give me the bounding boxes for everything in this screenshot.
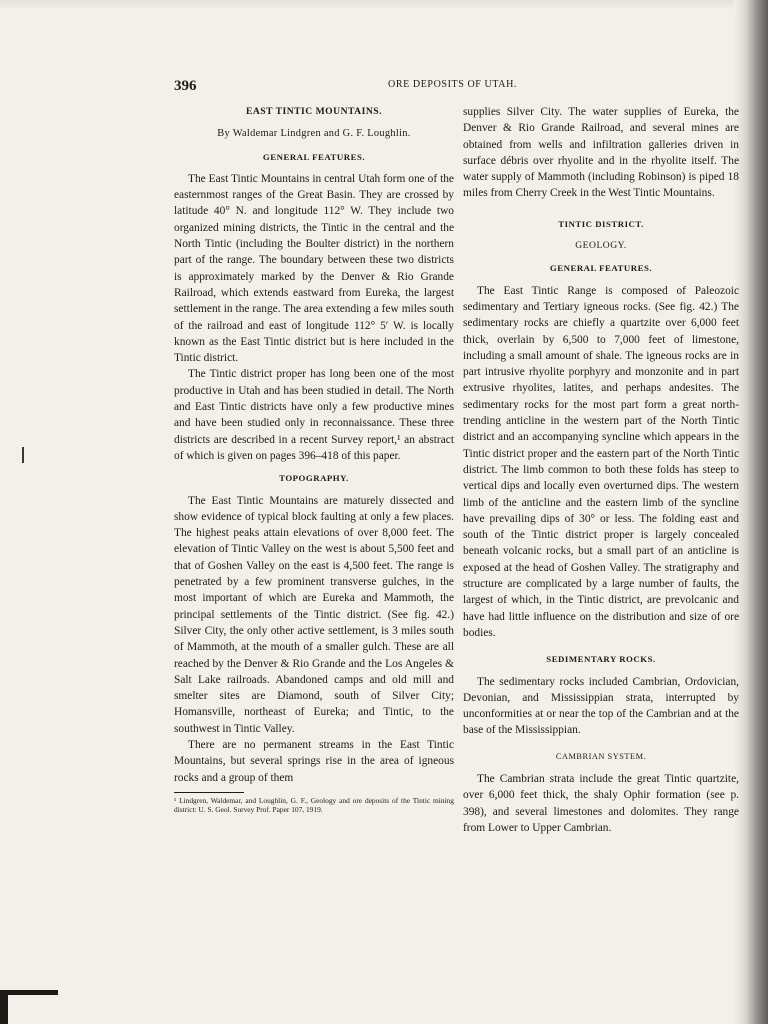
- page-number: 396: [174, 78, 197, 94]
- footnote-rule: [174, 792, 244, 793]
- topography-heading: TOPOGRAPHY.: [279, 473, 349, 484]
- right-column: [463, 104, 739, 836]
- scan-right-edge: [734, 0, 768, 1024]
- tintic-district-heading: TINTIC DISTRICT.: [558, 218, 644, 229]
- running-head: ORE DEPOSITS OF UTAH.: [388, 79, 518, 90]
- footnote: ¹ Lindgren, Waldemar, and Loughlin, G. F., Geology and ore deposits of the Tintic mining district: U. S. Geol. Survey Prof. Paper 107, 1919.: [174, 795, 454, 815]
- paragraph: The sedimentary rocks included Cambrian, Ordovician, Devonian, and Mississippian strata, interrupted by unconformities at or near the top of the Cambrian and at the base of the Mississippian.: [463, 675, 739, 737]
- margin-mark: [22, 447, 24, 463]
- paragraph: The East Tintic Range is composed of Paleozoic sedimentary and Tertiary igneous rocks. (See fig. 42.) The sedimentary rocks are chiefly a quartzite over 6,000 feet thick, overlain by 6,500 to 7,000 feet of limestone, including a small amount of shale. The igneous rocks are in part intrusive rhyolite porphyry and monzonite and in part extrusive rhyolites, latites, and perhaps andesites. The sedimentary rocks for the most part form a great north-trending anticline in the western part of the North Tintic district and an accompanying syncline which appears in the Tintic district proper and the eastern part of the North Tintic district. The limb common to both these folds has steep to vertical dips and locally even overturned dips. The western limb of the anticline and the eastern limb of the syncline have prevailing dips of 30° or less. The folding east and south of the Tintic district proper is largely concealed beneath volcanic rocks, but a small part of an anticline is exposed at the head of Goshen Valley. The stratigraphy and structure are complicated by a large number of faults, the largest of which, in the Tintic district, are prevolcanic and have had little influence on the distribution and size of ore bodies.: [463, 284, 739, 639]
- sedimentary-rocks-heading: SEDIMENTARY ROCKS.: [546, 654, 656, 665]
- section-title: EAST TINTIC MOUNTAINS.: [245, 106, 383, 117]
- binding-mark: [0, 990, 58, 995]
- paragraph: The East Tintic Mountains in central Utah form one of the easternmost ranges of the Great Basin. They are crossed by latitude 40° N. and longitude 112° W. They include two organized mining districts, the Tintic in the central and the North Tintic (including the Boulter district) in the northern part of the range. The boundary between these two districts is approximately marked by the Denver & Rio Grande Railroad, which extends eastward from Eureka, the largest settlement in the range. The area extending a few miles south of the railroad and east of longitude 112° 5′ W. is locally known as the East Tintic district but is here included in the Tintic district.: [174, 172, 454, 365]
- paragraph: The Tintic district proper has long been one of the most productive in Utah and has been studied in detail. The North and East Tintic districts have only a few productive mines and have been studied only in reconnaissance. These three districts are described in a recent Survey report,¹ an abstract of which is given on pages 396–418 of this paper.: [174, 368, 454, 462]
- geology-heading: GEOLOGY.: [575, 240, 627, 252]
- cambrian-system-heading: CAMBRIAN SYSTEM.: [555, 751, 647, 761]
- paragraph: The Cambrian strata include the great Tintic quartzite, over 6,000 feet thick, the shaly Ophir formation (see p. 398), and several limestones and dolomites. They range from Lower to Upper Cambrian.: [463, 772, 739, 834]
- left-column: [174, 104, 454, 815]
- byline: By Waldemar Lindgren and G. F. Loughlin.: [217, 128, 411, 140]
- paragraph-continuation: supplies Silver City. The water supplies of Eureka, the Denver & Rio Grande Railroad, and several mines are obtained from wells and infiltration galleries driven in surface débris over rhyolite and in the rhyolite itself. The water supply of Mammoth (including Robinson) is piped 18 miles from Cherry Creek in the West Tintic Mountains.: [463, 106, 739, 200]
- binding-stem: [0, 994, 8, 1024]
- paragraph: The East Tintic Mountains are maturely dissected and show evidence of typical block faulting at only a few places. The highest peaks attain elevations of over 8,000 feet. The elevation of Tintic Valley on the west is about 5,500 feet and that of Goshen Valley on the east is 4,500 feet. The range is penetrated by a few prominent transverse gulches, in the most important of which are Eureka and Mammoth, the principal settlements of the Tintic district. (See fig. 42.) Silver City, the only other active settlement, is 3 miles south of Mammoth, at the mouth of a smaller gulch. These are all reached by the Denver & Rio Grande and the Los Angeles & Salt Lake railroads. Abandoned camps and old mill and smelter sites are Diamond, south of Silver City; Homansville, northeast of Eureka; and Tintic, to the southwest in Tintic Valley.: [174, 494, 454, 735]
- scan-top-edge: [0, 0, 768, 10]
- general-features-heading: GENERAL FEATURES.: [549, 263, 653, 274]
- general-features-heading: GENERAL FEATURES.: [262, 151, 366, 162]
- paragraph: There are no permanent streams in the East Tintic Mountains, but several springs rise in the area of igneous rocks and a group of them: [174, 738, 454, 784]
